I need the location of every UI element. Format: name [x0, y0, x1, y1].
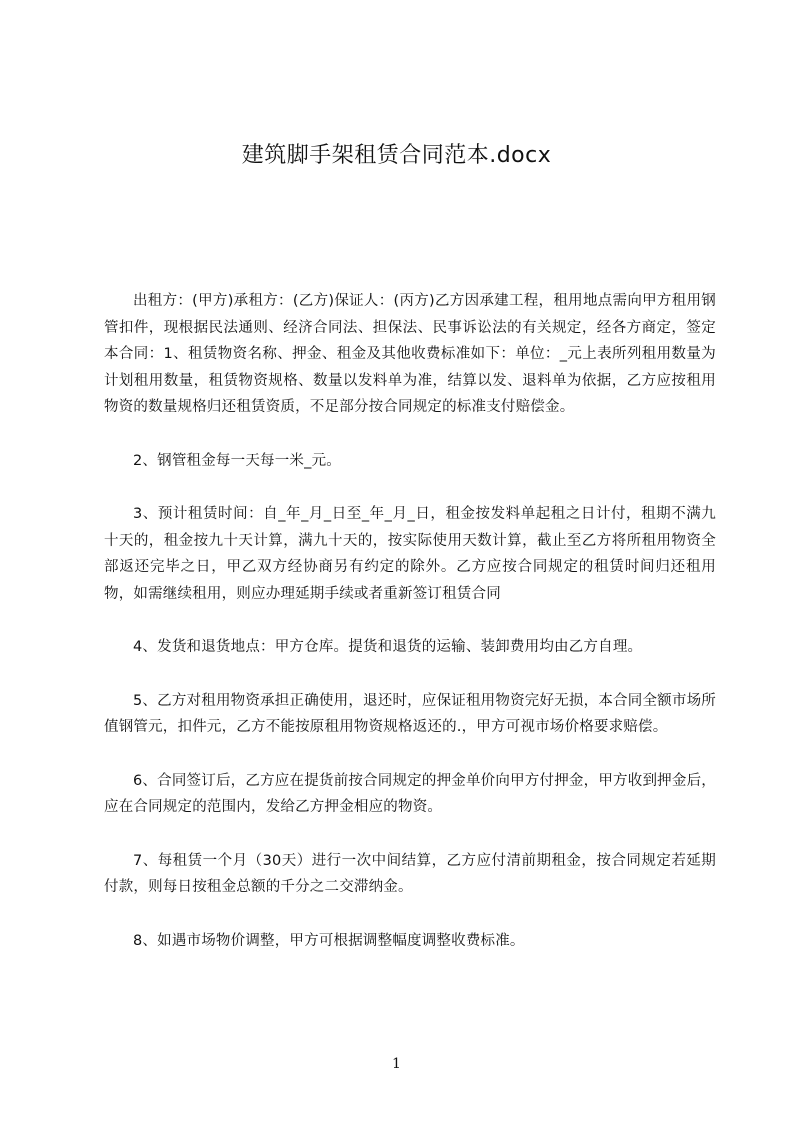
paragraph-clause-5: 5、乙方对租用物资承担正确使用，退还时，应保证租用物资完好无损，本合同全额市场所值钢管元，扣件元，乙方不能按原租用物资规格返还的.，甲方可视市场价格要求赔偿。 [104, 692, 716, 735]
paragraph-clause-2: 2、钢管租金每一天每一米_元。 [133, 452, 341, 469]
page-number: 1 [392, 1056, 401, 1072]
paragraph-clause-4: 4、发货和退货地点：甲方仓库。提货和退货的运输、装卸费用均由乙方自理。 [133, 639, 643, 655]
document-body [104, 288, 716, 954]
paragraph-clause-3: 3、预计租赁时间：自_年_月_日至_年_月_日，租金按发料单起租之日计付，租期不满九十天的，租金按九十天计算，满九十天的，按实际使用天数计算，截止至乙方将所租用物资全部返还完毕之日，甲乙双方经协商另有约定的除外。乙方应按合同规定的租赁时间归还租用物，如需继续租用，则应办理延期手续或者重新签订租赁合同 [104, 506, 716, 602]
paragraph-intro: 出租方：(甲方)承租方：(乙方)保证人：(丙方)乙方因承建工程，租用地点需向甲方租用钢管扣件，现根据民法通则、经济合同法、担保法、民事诉讼法的有关规定，经各方商定，签定本合同：1、租赁物资名称、押金、租金及其他收费标准如下：单位：_元上表所列租用数量为计划租用数量，租赁物资规格、数量以发料单为准，结算以发、退料单为依据，乙方应按租用物资的数量规格归还租赁资质，不足部分按合同规定的标准支付赔偿金。 [104, 293, 716, 415]
document-title: 建筑脚手架租赁合同范本.docx [241, 143, 552, 168]
paragraph-clause-8: 8、如遇市场物价调整，甲方可根据调整幅度调整收费标准。 [133, 932, 525, 949]
paragraph-clause-6: 6、合同签订后，乙方应在提货前按合同规定的押金单价向甲方付押金，甲方收到押金后，应在合同规定的范围内，发给乙方押金相应的物资。 [104, 772, 716, 815]
paragraph-clause-7: 7、每租赁一个月（30天）进行一次中间结算，乙方应付清前期租金，按合同规定若延期付款，则每日按租金总额的千分之二交滞纳金。 [104, 852, 716, 895]
